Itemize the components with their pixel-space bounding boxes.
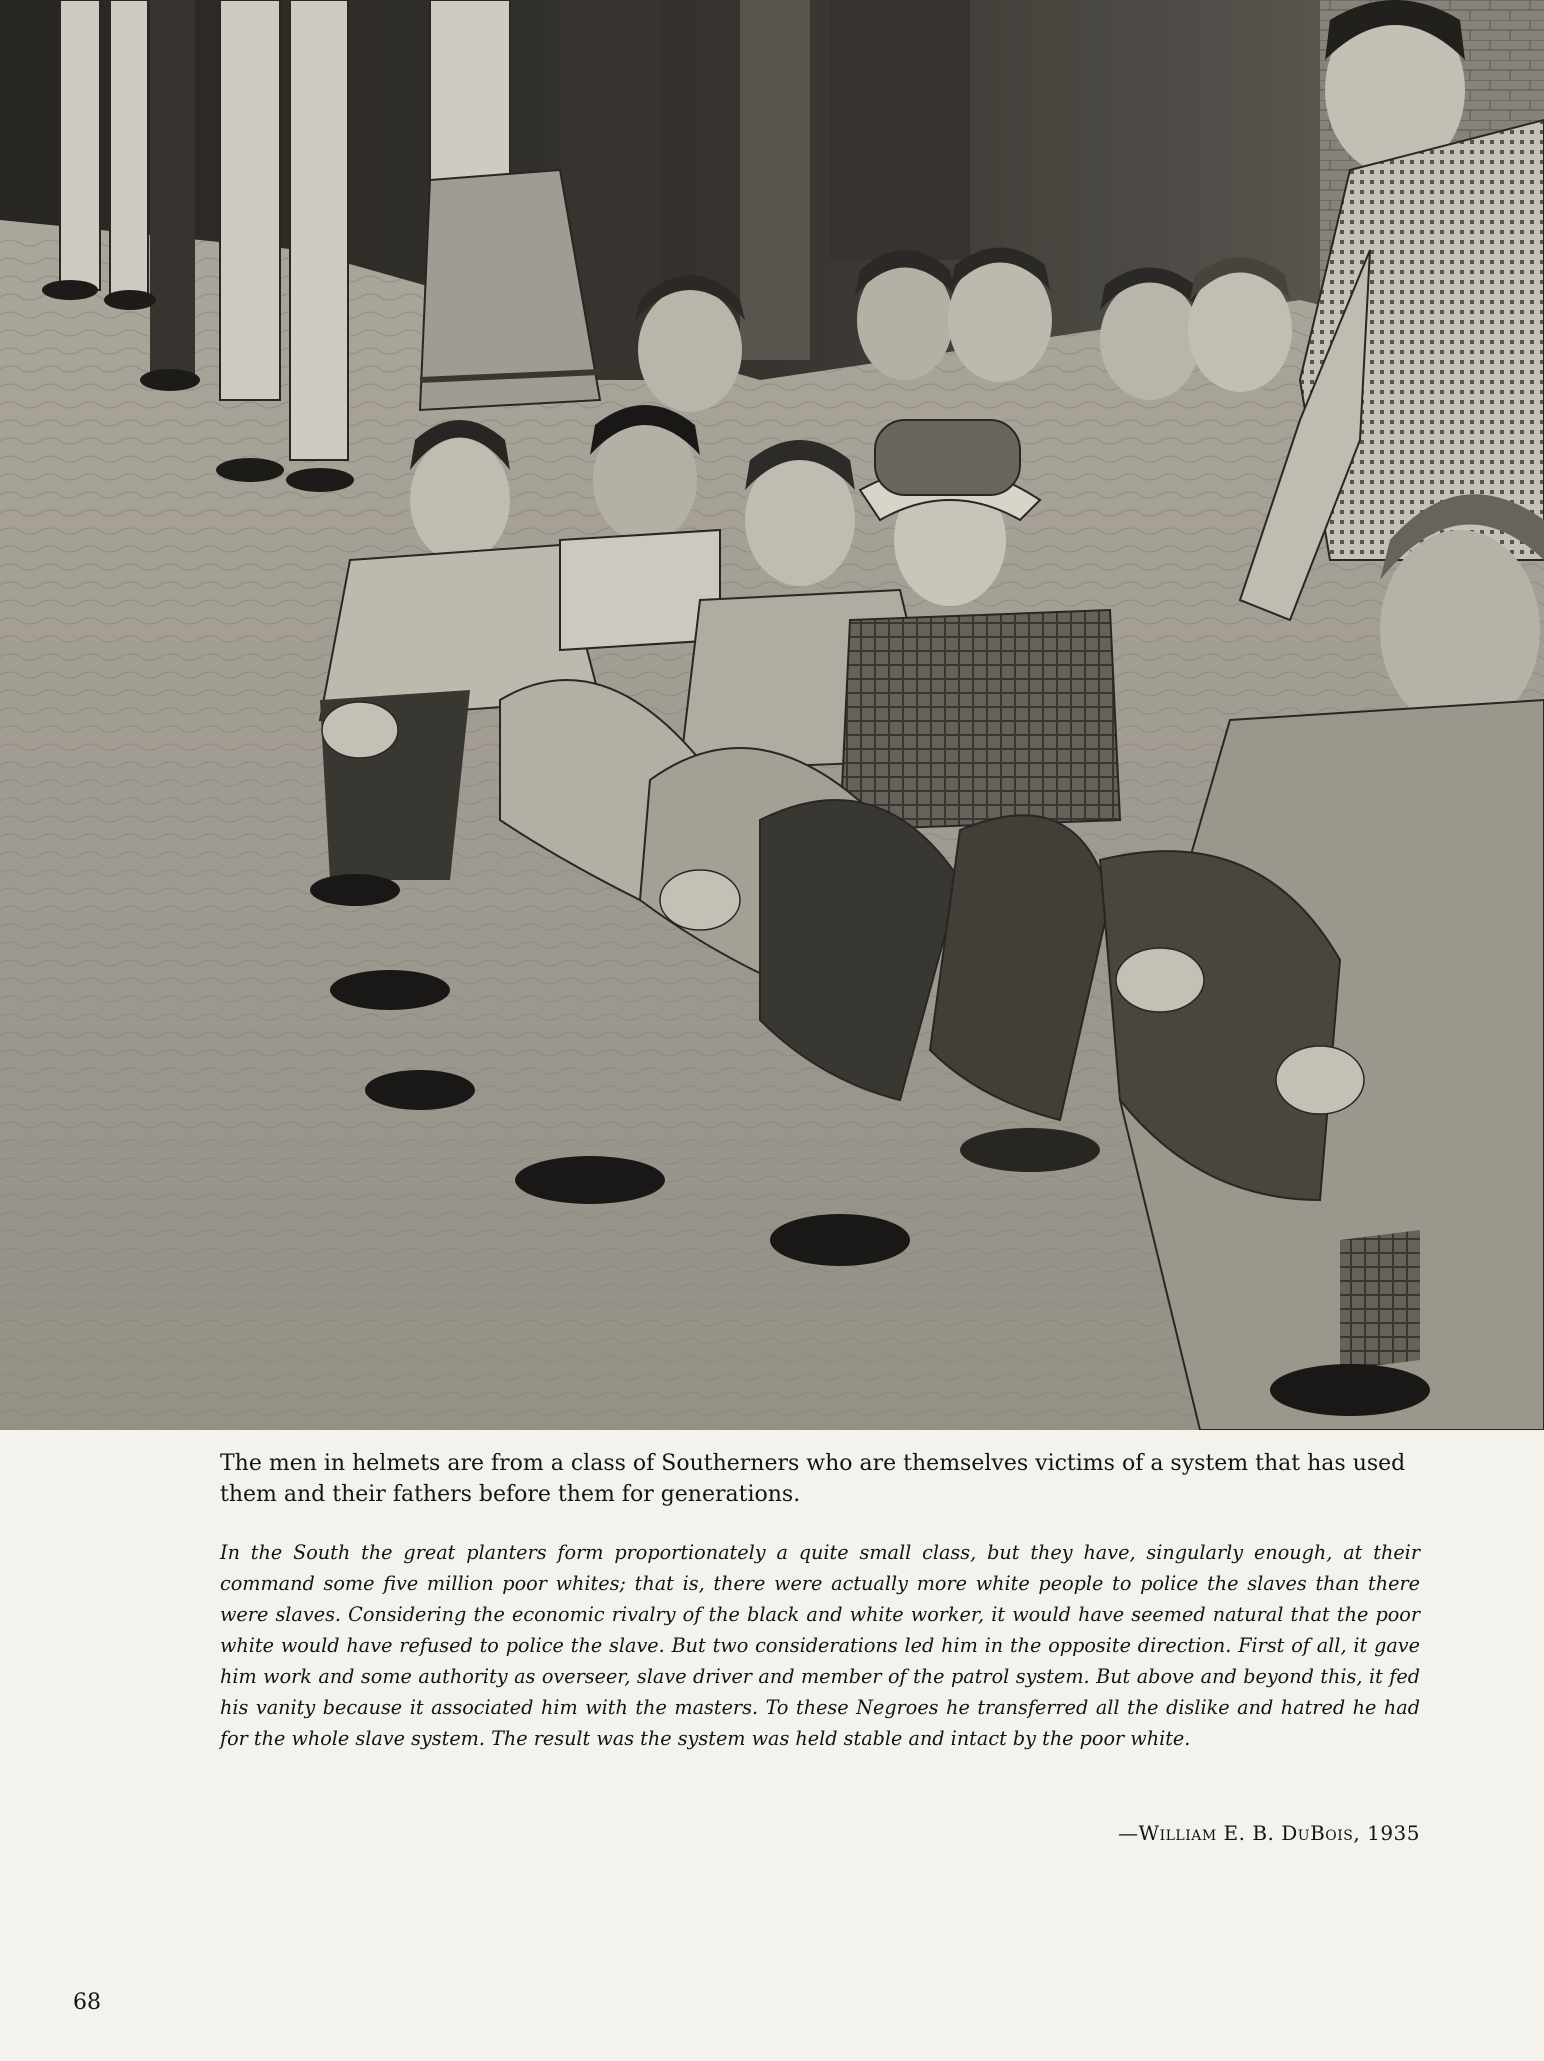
photo-caption: The men in helmets are from a class of Southerners who are themselves victims of a system that has used them and their fathers before them for generations.	[220, 1451, 1406, 1507]
historical-quote: In the South the great planters form proportionately a quite small class, but they have, singularly enough, at their command some five million poor whites; that is, there were actually more white people to police the slaves than there were slaves. Considering the economic rivalry of the black and white worker, it would have seemed natural that the poor white would have refused to police the slave. But two considerations led him in the opposite direction. First of all, it gave him work and some authority as overseer, slave driver and member of the patrol system. But above and beyond this, it fed his vanity because it associated him with the masters. To these Negroes he transferred all the dislike and hatred he had for the whole slave system. The result was the system was held stable and intact by the poor white.	[220, 1541, 1420, 1750]
page-number: 68	[73, 1990, 101, 2015]
quote-attribution: —William E. B. DuBois, 1935	[1118, 1821, 1420, 1845]
